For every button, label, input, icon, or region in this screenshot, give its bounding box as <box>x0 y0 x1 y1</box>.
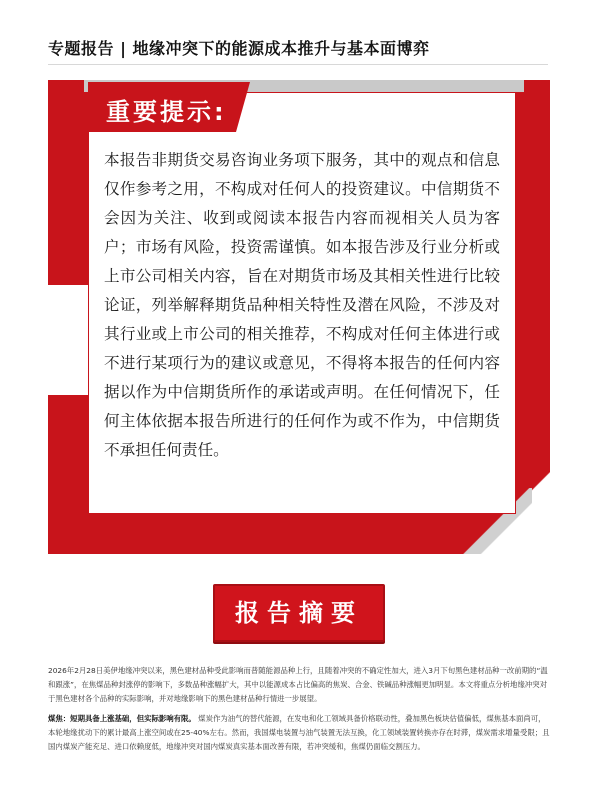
summary-paragraph-intro: 2026年2月28日美伊地缘冲突以来，黑色建材品种受此影响而普随能源品种上行，且随着冲突的不确定性加大，进入3月下旬黑色建材品种一改前期的“温和跟涨”，在焦煤品种封涨停的影响下，多数品种涨幅扩大，其中以能源成本占比偏高的焦炭、合金、铁碱品种涨幅更加明显。本文将重点分析地缘冲突对于黑色建材各个品种的实际影响，并对地缘影响下的黑色建材品种行情进一步展望。 <box>48 666 548 703</box>
decorative-frame-gap <box>48 285 88 395</box>
summary-paragraph-coal <box>48 712 552 754</box>
disclaimer-text: 本报告非期货交易咨询业务项下服务，其中的观点和信息仅作参考之用，不构成对任何人的投资建议。中信期货不会因为关注、收到或阅读本报告内容而视相关人员为客户；市场有风险，投资需谨慎。如本报告涉及行业分析或上市公司相关内容，旨在对期货市场及其相关性进行比较论证，列举解释期货品种相关特性及潜在风险，不涉及对其行业或上市公司的相关推荐，不构成对任何主体进行或不进行某项行为的建议或意见，不得将本报告的任何内容据以作为中信期货所作的承诺或声明。在任何情况下，任何主体依据本报告所进行的任何作为或不作为，中信期货不承担任何责任。 <box>104 151 500 459</box>
coal-section-lead: 煤焦：短期具备上涨基础，但实际影响有限。 <box>48 714 196 723</box>
report-summary-button[interactable] <box>213 584 385 642</box>
notice-label-tab <box>236 82 250 132</box>
report-title: 专题报告 | 地缘冲突下的能源成本推升与基本面博弈 <box>48 39 430 58</box>
report-summary-label: 报告摘要 <box>235 599 363 627</box>
header-divider <box>48 64 548 65</box>
coal-section-body: 煤炭作为油气的替代能源，在发电和化工领域具备价格联动性，叠加黑色板块估值偏低，煤焦基本面尚可，本轮地缘扰动下的累计最高上涨空间或在25-40%左右。然而，我国煤电装置与油气装置无法互换，化工领域装置转换亦存在时滞，煤炭需求增量受限；且国内煤炭产能充足、进口依赖度低，地缘冲突对国内煤炭真实基本面改善有限，若冲突缓和，焦煤仍面临交割压力。 <box>48 714 550 751</box>
important-notice-label <box>88 82 236 132</box>
important-notice-heading: 重要提示: <box>106 98 227 126</box>
